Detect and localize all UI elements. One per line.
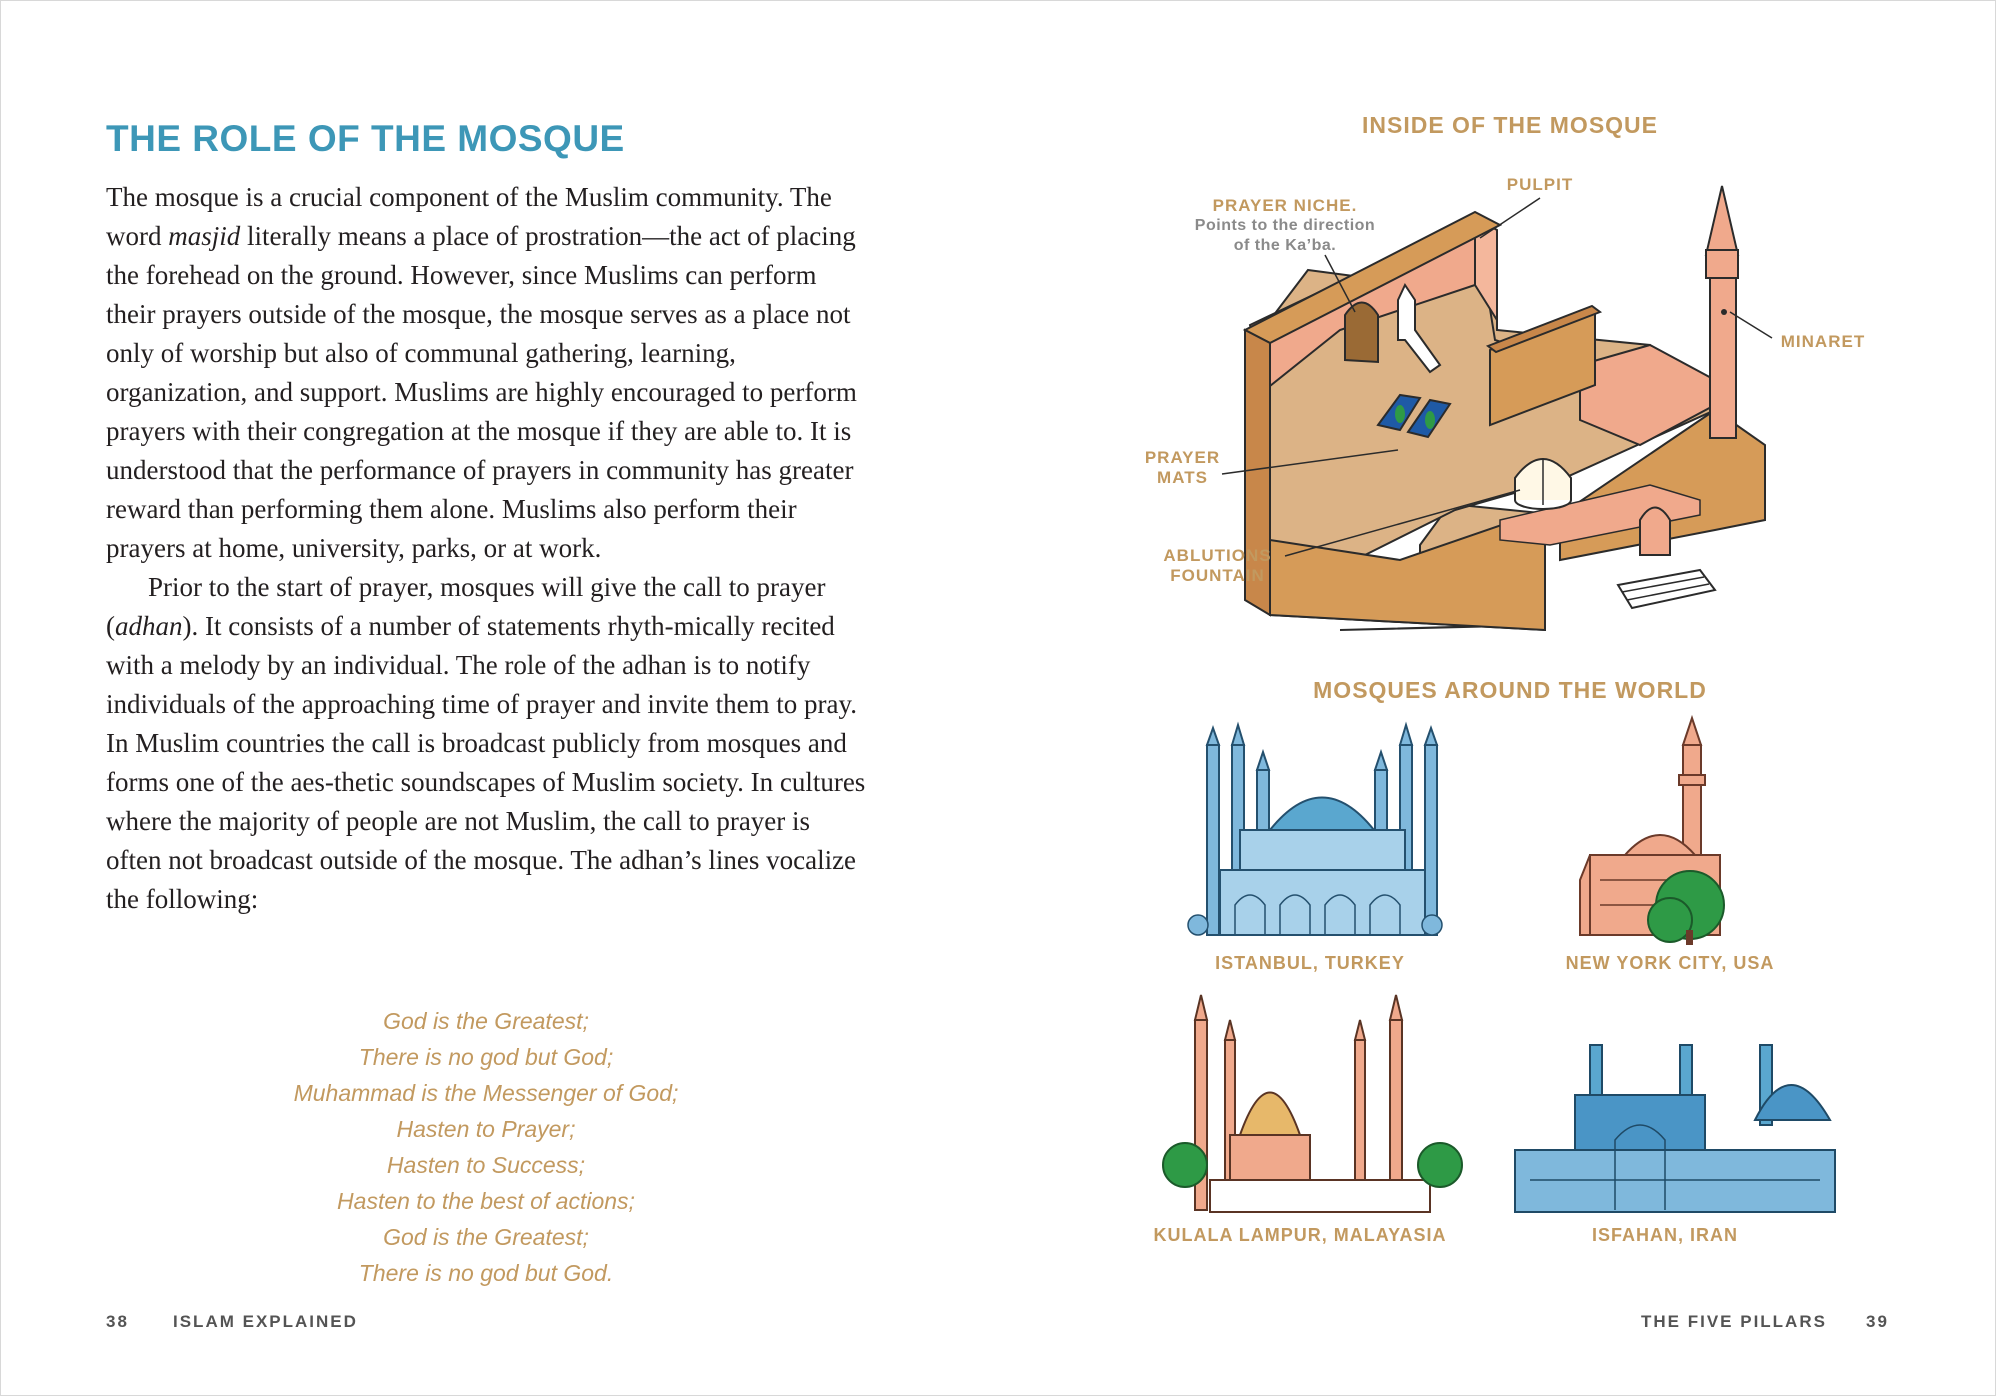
- term-masjid: masjid: [168, 221, 241, 251]
- page-title: THE ROLE OF THE MOSQUE: [106, 118, 625, 159]
- paragraph-1-start: The mosque is a crucial component of the Muslim community. The word: [106, 182, 832, 251]
- verse-line: Hasten to Prayer;: [396, 1116, 576, 1142]
- verse-line: God is the Greatest;: [383, 1008, 589, 1034]
- prayer-mats-line-2: MATS: [1157, 468, 1208, 487]
- prayer-niche-sub-2: of the Ka’ba.: [1233, 237, 1337, 254]
- paragraph-2-start: Prior to the start of prayer, mosques will give the call to prayer (: [106, 572, 826, 641]
- verse-line: There is no god but God.: [358, 1260, 614, 1286]
- caption-kuala-lumpur: KULALA LAMPUR, MALAYASIA: [1153, 1225, 1447, 1245]
- verse-line: There is no god but God;: [358, 1044, 614, 1070]
- term-adhan: adhan: [115, 611, 183, 641]
- ablutions-line-1: ABLUTIONS: [1163, 546, 1272, 565]
- left-page-number: 38: [106, 1312, 129, 1331]
- prayer-mats-line-1: PRAYER: [1144, 448, 1221, 467]
- prayer-niche-sub-1: Points to the direction: [1194, 217, 1376, 234]
- caption-isfahan: ISFAHAN, IRAN: [1591, 1225, 1738, 1245]
- left-running-head: ISLAM EXPLAINED: [173, 1312, 358, 1331]
- ablutions-line-2: FOUNTAIN: [1170, 566, 1265, 585]
- label-pulpit: PULPIT: [1506, 175, 1574, 194]
- right-running-head: THE FIVE PILLARS: [1641, 1312, 1827, 1331]
- verse-line: Muhammad is the Messenger of God;: [293, 1080, 679, 1106]
- prayer-niche-title: PRAYER NICHE.: [1212, 196, 1358, 215]
- verse-line: God is the Greatest;: [383, 1224, 589, 1250]
- label-minaret: MINARET: [1780, 332, 1866, 351]
- paragraph-2-rest: ). It consists of a number of statements rhyth-mically recited with a melody by an individual. The role of the adhan is to notify individuals of the approaching time of prayer and invite them to pray. In Muslim countries the call is broadcast publicly from mosques and forms one of the aes-thetic soundscapes of Muslim society. In cultures where the majority of people are not Muslim, the call to prayer is often not broadcast outside of the mosque. The adhan’s lines vocalize the following:: [106, 611, 866, 914]
- right-page-number: 39: [1866, 1312, 1889, 1331]
- caption-new-york: NEW YORK CITY, USA: [1565, 953, 1775, 973]
- inside-heading: INSIDE OF THE MOSQUE: [1361, 112, 1659, 138]
- caption-istanbul: ISTANBUL, TURKEY: [1215, 953, 1405, 973]
- verse-line: Hasten to Success;: [386, 1152, 586, 1178]
- verse-line: Hasten to the best of actions;: [337, 1188, 635, 1214]
- paragraph-1-rest: literally means a place of prostration—the act of placing the forehead on the ground. However, since Muslims can perform their prayers outside of the mosque, the mosque serves as a place not only of worship but also of communal gathering, learning, organization, and support. Muslims are highly encouraged to perform prayers with their congregation at the mosque if they are able to. It is understood that the performance of prayers in community has greater reward than performing them alone. Muslims also perform their prayers at home, university, parks, or at work.: [106, 221, 857, 563]
- world-heading: MOSQUES AROUND THE WORLD: [1313, 677, 1707, 703]
